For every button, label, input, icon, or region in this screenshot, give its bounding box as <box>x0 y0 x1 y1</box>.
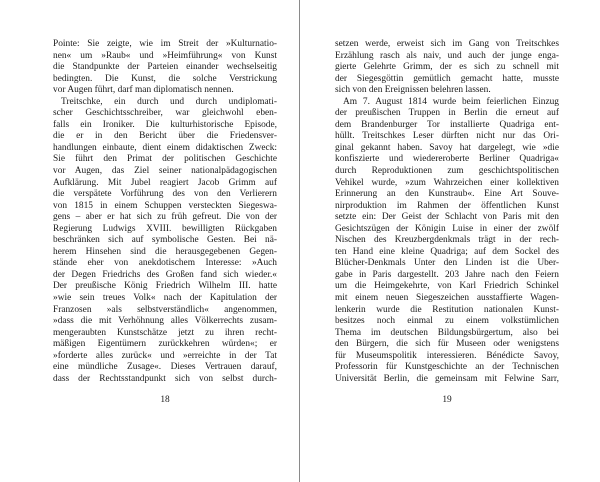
text-line: mengeraubten Kunstschätze jetzt zu ihren recht- <box>53 327 277 338</box>
text-line: Erzählung rasch als naiv, und auch der junge enga- <box>335 50 559 61</box>
text-line: Blücher-Denkmals Unter den Linden ist die Über- <box>335 258 559 269</box>
text-line: vor Augen, das Ziel seiner nationalpädagogischen <box>53 166 277 177</box>
text-line: herem Hinsehen sind die herausgegebenen Gegen- <box>53 246 277 257</box>
text-line: scher Geschichtsschreiber, war gleichwohl eben- <box>53 108 277 119</box>
text-line: für Museumspolitik interessieren. Bénédicte Savoy, <box>335 350 559 361</box>
text-line: ten Hand eine kleine Quadriga; auf dem Sockel des <box>335 246 559 257</box>
text-line: die verspätete Vorführung des von den Verlierern <box>53 189 277 200</box>
text-line: »forderte alles zurück« und »erreichte in der Tat <box>53 350 277 361</box>
text-line: gens – aber er hat sich zu früh gefreut. Die von der <box>53 212 277 223</box>
text-line: mäßigen Eigentümern zurückkehren würden«; er <box>53 339 277 350</box>
text-line: Erinnerung an den Kunstraub«. Eine Art Souve- <box>335 189 559 200</box>
text-line: den Bürgern, die sich für Museen oder wenigstens <box>335 339 559 350</box>
text-line: gierte Gelehrte Grimm, der es sich zu schnell mit <box>335 62 559 73</box>
text-line: der Siegesgöttin gemütlich gemacht hatte, musste <box>335 73 559 84</box>
text-line: Universität Berlin, die gemeinsam mit Felwine Sarr, <box>335 373 559 384</box>
text-line: »wie sein treues Volk« nach der Kapitulation der <box>53 293 277 304</box>
text-line: handlungen einbaute, dient einem didaktischen Zweck: <box>53 142 277 153</box>
text-line: Sie führt den Primat der politischen Geschichte <box>53 154 277 165</box>
text-line: konfiszierte und wiedereroberte Berliner Quadriga« <box>335 154 559 165</box>
text-line: Nischen des Kreuzbergdenkmals trägt in der rech- <box>335 235 559 246</box>
text-line: nen« um »Raub« und »Heimführung« von Kunst <box>53 50 277 61</box>
text-line: dem Brandenburger Tor installierte Quadriga ent- <box>335 119 559 130</box>
text-line: Pointe: Sie zeigte, wie im Streit der »Kulturnatio- <box>53 39 277 49</box>
right-page <box>300 0 599 482</box>
text-line: Treitschke, ein durch und durch undiplomati- <box>61 96 277 107</box>
text-line: die er in den Bericht über die Friedensver- <box>53 131 277 142</box>
right-page-body-text <box>335 39 559 385</box>
text-line: lenkerin wurde die Restitution nationalen Kunst- <box>335 304 559 315</box>
left-page-number: 18 <box>160 395 170 405</box>
text-line: sich von den Ereignissen belehren lassen. <box>335 85 491 96</box>
text-line: gabe in Paris dargestellt. 203 Jahre nach den Feiern <box>335 269 559 280</box>
text-line: Franzosen »als selbstverständlich« angenommen, <box>53 304 277 315</box>
text-line: stände eher von anekdotischem Interesse: »Auch <box>53 258 277 269</box>
text-line: vor Augen führt, darf man diplomatisch nennen. <box>53 85 234 96</box>
text-line: falls ein Ironiker. Die kulturhistorische Episode, <box>53 119 277 130</box>
text-line: setzen werde, erweist sich im Gang von Treitschkes <box>335 39 559 49</box>
text-line: der preußischen Truppen in Berlin die erneut auf <box>335 108 559 119</box>
text-line: Professorin für Kunstgeschichte an der Technischen <box>335 362 559 373</box>
text-line: Gesichtszügen der Königin Luise in einer der zwölf <box>335 223 559 234</box>
text-line: der Degen Friedrichs des Großen fand sich wieder.« <box>53 269 277 280</box>
left-page <box>0 0 299 482</box>
text-line: Am 7. August 1814 wurde beim feierlichen Einzug <box>343 96 559 107</box>
text-line: die Standpunkte der Parteien einander wechselseitig <box>53 62 277 73</box>
text-line: durch Reproduktionen zum geschichtspolitischen <box>335 166 559 177</box>
text-line: um die Heimgekehrte, von Karl Friedrich Schinkel <box>335 281 559 292</box>
text-line: mit einem neuen Siegeszeichen ausstaffierte Wagen- <box>335 293 559 304</box>
text-line: nirproduktion im Rahmen der öffentlichen Kunst <box>335 200 559 211</box>
text-line: »dass die mit Verhöhnung alles Völkerrechts zusam- <box>53 316 277 327</box>
text-line: Aufklärung. Mit Jubel reagiert Jacob Grimm auf <box>53 177 277 188</box>
text-line: Der preußische König Friedrich Wilhelm III. hatte <box>53 281 277 292</box>
text-line: setzte ein: Der Geist der Schlacht von Paris mit den <box>335 212 559 223</box>
left-page-body-text <box>53 39 277 385</box>
text-line: Vehikel wurde, »zum Wahrzeichen einer kollektiven <box>335 177 559 188</box>
right-page-number: 19 <box>442 395 452 405</box>
text-line: beschränken sich auf symbolische Gesten. Bei nä- <box>53 235 277 246</box>
text-line: eine mündliche Zusage«. Dieses Vertrauen darauf, <box>53 362 277 373</box>
text-line: Thema im deutschen Bildungsbürgertum, also bei <box>335 327 559 338</box>
text-line: dass der Rechtsstandpunkt sich von selbst durch- <box>53 373 277 384</box>
text-line: ginal gekannt haben. Savoy hat dargelegt, wie »die <box>335 142 559 153</box>
text-line: bedingten. Die Kunst, die solche Verstrickung <box>53 73 277 84</box>
text-line: besitzes noch einmal zu einem volkstümlichen <box>335 316 559 327</box>
text-line: von 1815 in einem Schuppen versteckten Siegeswa- <box>53 200 277 211</box>
text-line: hüllt. Treitschkes Leser dürften nicht nur das Ori- <box>335 131 559 142</box>
text-line: Regierung Ludwigs XVIII. bewilligten Rückgaben <box>53 223 277 234</box>
